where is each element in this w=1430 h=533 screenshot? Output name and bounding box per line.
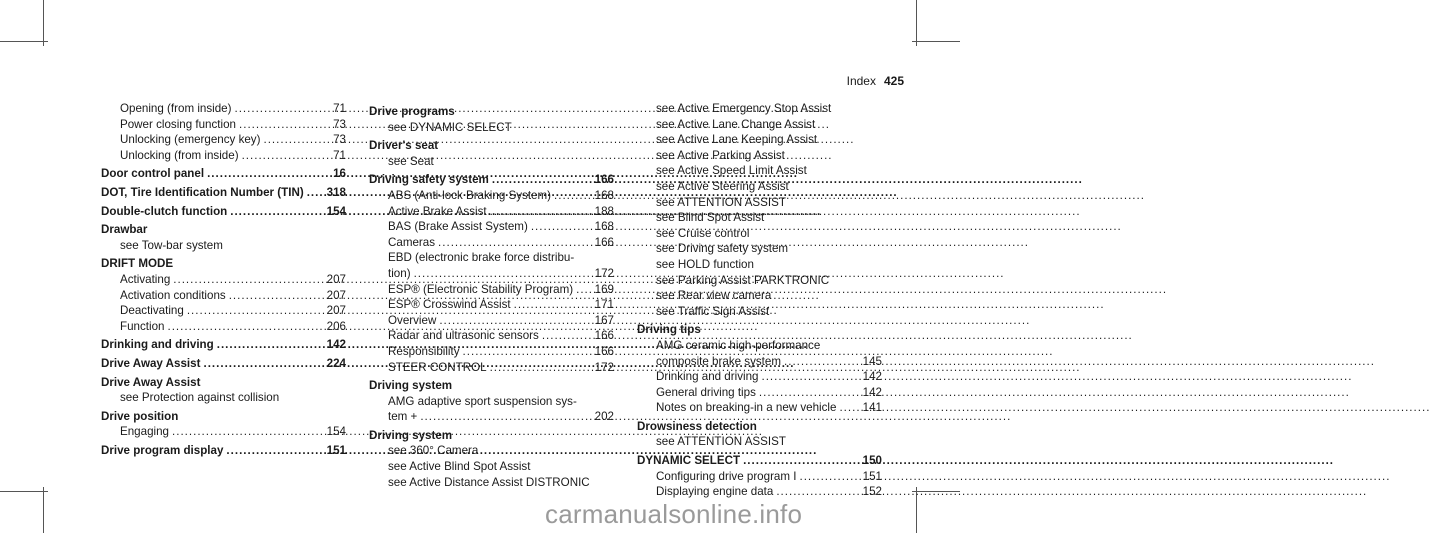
index-heading: [101, 185, 346, 201]
index-subentry: [101, 390, 346, 406]
index-subentry: [369, 154, 614, 170]
index-heading: [369, 428, 614, 444]
entry-text: Unlocking (from inside): [120, 148, 239, 162]
entry-page: 73: [333, 133, 346, 147]
index-subentry: [637, 273, 882, 289]
entry-page: 166: [594, 329, 614, 343]
page-header: [847, 74, 904, 88]
index-heading: [637, 419, 882, 435]
entry-text: Responsibility: [388, 344, 460, 358]
dot-leader: [167, 319, 323, 335]
entry-text: Function: [120, 319, 165, 333]
dot-leader: [420, 409, 591, 425]
index-subentry: [637, 195, 882, 211]
index-heading: [369, 138, 614, 154]
index-heading: [101, 222, 346, 238]
index-subentry: [637, 226, 882, 242]
index-subentry: [637, 241, 882, 257]
entry-page: 142: [862, 370, 882, 384]
index-subentry: [101, 272, 346, 288]
index-subentry: [637, 117, 882, 133]
entry-text: see Active Emergency Stop Assist: [656, 102, 832, 115]
index-subentry: [101, 424, 346, 440]
entry-page: 166: [594, 235, 614, 249]
entry-page: 168: [594, 188, 614, 202]
entry-text: Driver's seat: [369, 139, 439, 153]
index-subentry: [369, 475, 614, 491]
entry-text: see Seat: [388, 154, 434, 168]
entry-text: see Active Lane Keeping Assist: [656, 133, 818, 147]
index-column-3: [637, 101, 882, 500]
entry-page: 151: [862, 469, 882, 483]
index-subentry: [101, 117, 346, 133]
index-subentry: [637, 400, 882, 416]
index-subentry: [637, 434, 882, 450]
entry-page: 202: [594, 410, 614, 424]
entry-text: see Traffic Sign Assist: [656, 304, 770, 318]
index-subentry: [637, 469, 882, 485]
entry-text: see Cruise control: [656, 226, 750, 240]
entry-text: Radar and ultrasonic sensors: [388, 329, 539, 343]
index-heading: [369, 378, 614, 394]
entry-text: see Active Parking Assist: [656, 148, 785, 162]
entry-text: Driving tips: [637, 323, 701, 337]
dot-leader: [207, 166, 329, 182]
index-subentry: [369, 204, 614, 220]
entry-page: 207: [326, 288, 346, 302]
dot-leader: [576, 282, 592, 298]
index-subentry: [369, 297, 614, 313]
entry-text: see Active Distance Assist DISTRONIC: [388, 475, 590, 489]
index-subentry: [369, 344, 614, 360]
entry-text: AMG ceramic high-performance: [656, 338, 821, 352]
dot-leader: [239, 117, 329, 133]
entry-page: 142: [862, 385, 882, 399]
dot-leader: [514, 297, 592, 313]
entry-text: see Driving safety system: [656, 242, 789, 256]
entry-text: Engaging: [120, 425, 169, 439]
entry-text: see Blind Spot Assist: [656, 211, 765, 225]
entry-text: see Parking Assist PARKTRONIC: [656, 273, 830, 287]
entry-page: 141: [862, 401, 882, 415]
index-subentry: [369, 443, 614, 459]
entry-page: 16: [333, 167, 346, 181]
index-subentry: [637, 369, 882, 385]
entry-page: 318: [326, 185, 346, 199]
index-heading: [101, 166, 346, 182]
dot-leader: [784, 354, 860, 370]
entry-text: DYNAMIC SELECT: [637, 454, 741, 468]
dot-leader: [229, 288, 324, 304]
entry-text: Active Brake Assist: [388, 204, 487, 218]
dot-leader: [217, 337, 324, 353]
entry-text: Unlocking (emergency key): [120, 133, 261, 147]
entry-page: 206: [326, 319, 346, 333]
entry-text: General driving tips: [656, 385, 756, 399]
entry-page: 172: [594, 266, 614, 280]
crop-mark: [43, 0, 44, 46]
dot-leader: [263, 132, 329, 148]
index-heading: [369, 172, 614, 188]
entry-text: DRIFT MODE: [101, 257, 174, 271]
entry-text: ABS (Anti-lock Braking System): [388, 188, 552, 202]
entry-page: 168: [594, 220, 614, 234]
dot-leader: [439, 313, 591, 329]
entry-text: see Tow-bar system: [120, 238, 223, 252]
index-heading: [101, 356, 346, 372]
dot-leader: [743, 453, 860, 469]
entry-text: tem +: [388, 410, 418, 424]
entry-text: Displaying engine data: [656, 485, 774, 499]
entry-text: EBD (electronic brake force distribu-: [388, 251, 575, 265]
index-subentry: [369, 313, 614, 329]
entry-text: Cameras: [388, 235, 436, 249]
entry-text: see Active Blind Spot Assist: [388, 460, 531, 474]
index-subentry: [369, 266, 614, 282]
index-heading: [637, 453, 882, 469]
crop-mark: [0, 41, 48, 42]
entry-text: Activating: [120, 272, 171, 286]
dot-leader: [799, 469, 859, 485]
index-subentry: [101, 101, 346, 117]
dot-leader: [173, 272, 323, 288]
dot-leader: [226, 443, 323, 459]
entry-text: see Active Lane Change Assist: [656, 117, 816, 131]
index-heading: [101, 409, 346, 425]
entry-page: 207: [326, 272, 346, 286]
entry-text: Double-clutch function: [101, 204, 228, 218]
dot-leader: [490, 360, 592, 376]
entry-text: Notes on breaking-in a new vehicle: [656, 401, 837, 415]
index-subentry: [101, 303, 346, 319]
section-title: Index: [846, 74, 876, 88]
dot-leader: [438, 235, 592, 251]
entry-text: Door control panel: [101, 167, 205, 181]
entry-text: tion): [388, 266, 411, 280]
index-subentry: [369, 360, 614, 376]
index-subentry: [637, 101, 882, 117]
entry-text: Drive program display: [101, 443, 224, 457]
index-column-2: [369, 101, 614, 490]
entry-text: Drive programs: [369, 105, 455, 118]
entry-text: Driving safety system: [369, 173, 489, 187]
entry-page: 169: [594, 282, 614, 296]
index-subentry: [369, 219, 614, 235]
dot-leader: [414, 266, 592, 282]
entry-text: Configuring drive program I: [656, 469, 797, 483]
watermark: carmanualsonline.info: [545, 499, 803, 529]
index-subentry: [101, 319, 346, 335]
index-subentry: [369, 409, 614, 425]
entry-text: see Active Speed Limit Assist: [656, 164, 807, 178]
index-subentry: [369, 394, 614, 410]
dot-leader: [492, 172, 592, 188]
entry-text: BAS (Brake Assist System): [388, 220, 528, 234]
index-subentry: [369, 328, 614, 344]
entry-page: 145: [862, 354, 882, 368]
index-subentry: [637, 179, 882, 195]
index-subentry: [637, 210, 882, 226]
entry-text: Drinking and driving: [101, 338, 214, 352]
entry-page: 71: [333, 148, 346, 162]
entry-text: Drive Away Assist: [101, 356, 201, 370]
index-heading: [101, 337, 346, 353]
entry-text: ESP® Crosswind Assist: [388, 298, 511, 312]
entry-page: 224: [326, 356, 346, 370]
entry-text: Power closing function: [120, 117, 236, 131]
entry-page: 71: [333, 102, 346, 115]
entry-page: 150: [862, 454, 882, 468]
index-subentry: [637, 163, 882, 179]
dot-leader: [542, 328, 592, 344]
entry-page: 207: [326, 304, 346, 318]
dot-leader: [759, 385, 860, 401]
index-subentry: [369, 120, 614, 136]
index-heading: [101, 256, 346, 272]
dot-leader: [172, 424, 324, 440]
entry-text: see Active Steering Assist: [656, 179, 789, 193]
index-heading: [101, 375, 346, 391]
dot-leader: [187, 303, 324, 319]
dot-leader: [490, 204, 592, 220]
index-subentry: [637, 148, 882, 164]
entry-page: 152: [862, 485, 882, 499]
entry-page: 151: [326, 443, 346, 457]
crop-mark: [43, 487, 44, 533]
entry-text: Driving system: [369, 428, 453, 442]
crop-mark: [912, 41, 960, 42]
dot-leader: [230, 204, 323, 220]
entry-text: Drowsiness detection: [637, 419, 757, 433]
entry-text: see ATTENTION ASSIST: [656, 195, 786, 209]
index-subentry: [637, 385, 882, 401]
entry-text: Overview: [388, 313, 437, 327]
entry-page: 154: [326, 425, 346, 439]
entry-text: Drawbar: [101, 223, 148, 237]
entry-text: see HOLD function: [656, 257, 754, 271]
entry-text: see 360° Camera: [388, 444, 479, 458]
entry-text: Drive position: [101, 409, 179, 423]
entry-page: 166: [594, 344, 614, 358]
index-subentry: [637, 354, 882, 370]
entry-text: composite brake system: [656, 354, 782, 368]
index-subentry: [101, 238, 346, 254]
entry-text: STEER CONTROL: [388, 360, 487, 374]
entry-text: Drinking and driving: [656, 370, 759, 384]
dot-leader: [463, 344, 592, 360]
index-heading: [101, 204, 346, 220]
dot-leader: [307, 185, 324, 201]
entry-page: 167: [594, 313, 614, 327]
entry-text: AMG adaptive sport suspension sys-: [388, 394, 577, 408]
dot-leader: [776, 484, 859, 500]
index-subentry: [369, 250, 614, 266]
entry-page: 142: [326, 338, 346, 352]
index-subentry: [637, 338, 882, 354]
dot-leader: [234, 101, 329, 117]
index-subentry: [101, 148, 346, 164]
entry-text: see DYNAMIC SELECT: [388, 120, 512, 134]
index-column-1: [101, 101, 346, 458]
dot-leader: [554, 188, 592, 204]
index-heading: [369, 104, 614, 120]
entry-text: Drive Away Assist: [101, 375, 201, 389]
entry-text: see ATTENTION ASSIST: [656, 435, 786, 449]
dot-leader: [839, 400, 859, 416]
page-number: 425: [883, 74, 904, 88]
index-subentry: [101, 132, 346, 148]
crop-mark: [916, 0, 917, 46]
dot-leader: [531, 219, 592, 235]
dot-leader: [761, 369, 859, 385]
entry-text: DOT, Tire Identification Number (TIN): [101, 185, 304, 199]
index-subentry: [369, 235, 614, 251]
index-subentry: [637, 288, 882, 304]
entry-text: ESP® (Electronic Stability Program): [388, 282, 574, 296]
entry-text: Opening (from inside): [120, 102, 232, 115]
index-subentry: [637, 484, 882, 500]
index-subentry: [369, 188, 614, 204]
entry-text: Activation conditions: [120, 288, 226, 302]
entry-page: 166: [594, 173, 614, 187]
index-heading: [101, 443, 346, 459]
dot-leader: [203, 356, 323, 372]
index-subentry: [637, 132, 882, 148]
crop-mark: [0, 491, 48, 492]
entry-text: see Rear view camera: [656, 289, 772, 303]
entry-page: 73: [333, 117, 346, 131]
index-subentry: [637, 304, 882, 320]
entry-text: Deactivating: [120, 304, 184, 318]
entry-page: 172: [594, 360, 614, 374]
index-heading: [637, 322, 882, 338]
index-subentry: [637, 257, 882, 273]
dot-leader: [242, 148, 329, 164]
entry-page: 171: [594, 298, 614, 312]
entry-page: 154: [326, 204, 346, 218]
entry-text: see Protection against collision: [120, 391, 280, 405]
entry-page: 188: [594, 204, 614, 218]
entry-text: Driving system: [369, 379, 453, 393]
index-subentry: [369, 282, 614, 298]
index-subentry: [101, 288, 346, 304]
index-subentry: [369, 459, 614, 475]
